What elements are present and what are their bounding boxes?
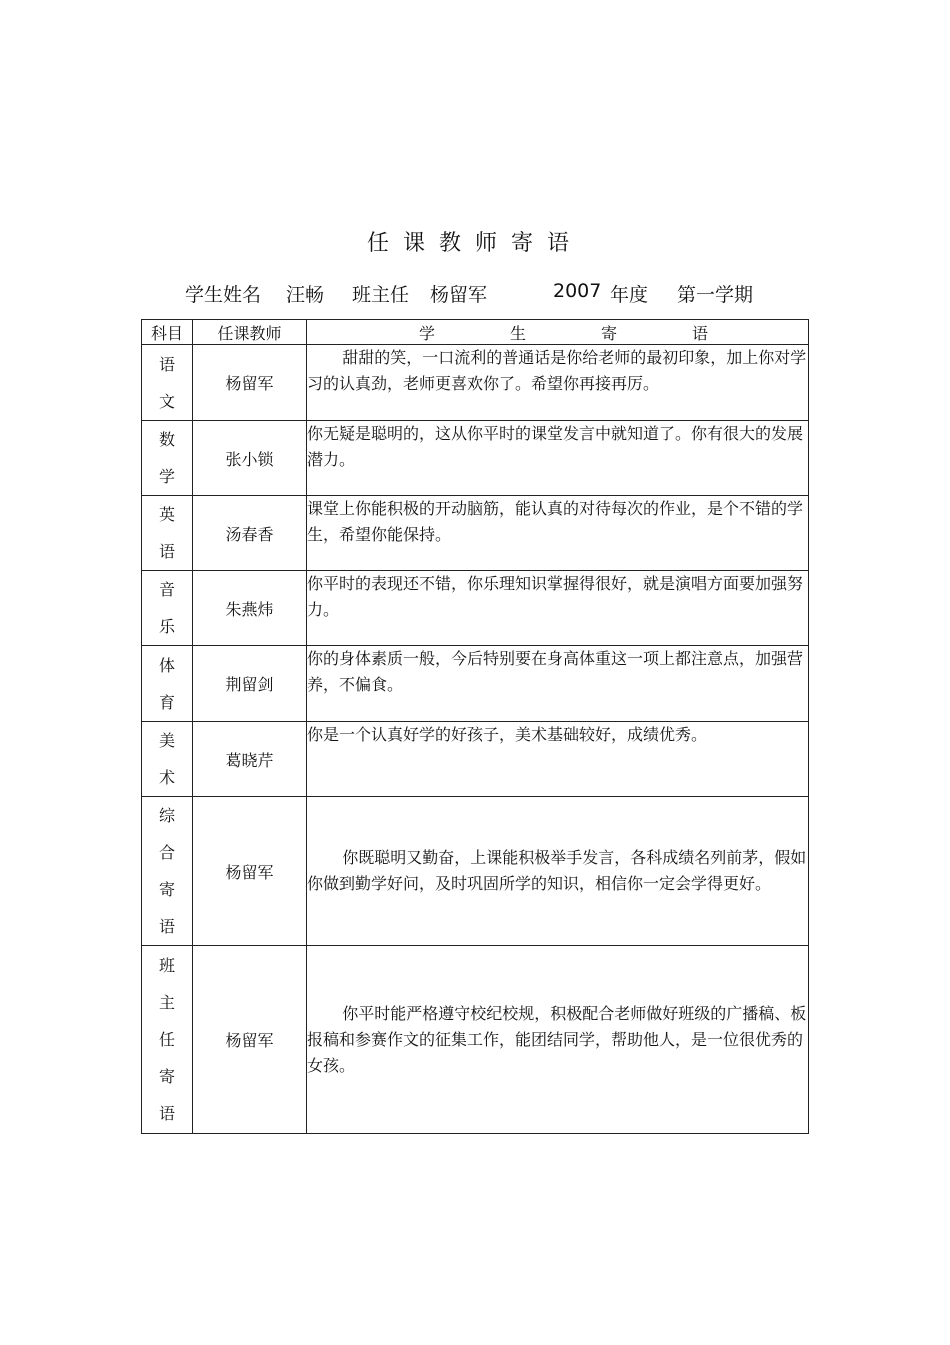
table-header-row [142, 320, 809, 345]
student-info-line [0, 280, 950, 306]
header-subject: 科目 [142, 320, 193, 345]
subject-cell [142, 345, 193, 421]
subject-cell [142, 421, 193, 496]
subject-char: 美 [158, 731, 175, 750]
teacher-cell: 杨留军 [193, 345, 307, 421]
comment-text: 你无疑是聪明的，这从你平时的课堂发言中就知道了。你有很大的发展潜力。 [307, 424, 804, 469]
comment-text: 甜甜的笑，一口流利的普通话是你给老师的最初印象，加上你对学习的认真劲，老师更喜欢你了。希望你再接再厉。 [307, 348, 807, 393]
comment-cell [307, 421, 809, 496]
teacher-cell: 张小锁 [193, 421, 307, 496]
teacher-cell: 杨留军 [193, 797, 307, 946]
head-teacher-name: 杨留军 [430, 284, 488, 306]
head-teacher-label: 班主任 [352, 284, 410, 306]
subject-char: 语 [158, 354, 175, 374]
comment-text: 课堂上你能积极的开动脑筋，能认真的对待每次的作业，是个不错的学生，希望你能保持。 [307, 499, 804, 544]
teacher-comments-table [141, 319, 809, 1134]
table-row [142, 946, 809, 1134]
subject-char: 音 [158, 580, 175, 599]
header-teacher: 任课教师 [193, 320, 307, 345]
subject-char: 学 [158, 467, 175, 486]
subject-cell [142, 496, 193, 571]
header-comment-char: 语 [691, 323, 708, 343]
table-row [142, 496, 809, 571]
table-row [142, 722, 809, 797]
subject-cell [142, 646, 193, 722]
comment-text: 你是一个认真好学的好孩子，美术基础较好，成绩优秀。 [307, 725, 708, 744]
subject-char: 主 [158, 993, 175, 1012]
subject-cell [142, 797, 193, 946]
comment-text: 你平时的表现还不错，你乐理知识掌握得很好，就是演唱方面要加强努力。 [307, 574, 804, 619]
teacher-cell: 汤春香 [193, 496, 307, 571]
table-row [142, 345, 809, 421]
subject-char: 语 [158, 917, 175, 936]
subject-cell [142, 722, 193, 797]
subject-char: 术 [158, 768, 175, 787]
comment-cell [307, 496, 809, 571]
table-row [142, 646, 809, 722]
table-row [142, 797, 809, 946]
comment-cell [307, 345, 809, 421]
subject-char: 班 [158, 956, 175, 975]
comment-cell [307, 571, 809, 646]
teacher-cell: 杨留军 [193, 946, 307, 1134]
subject-char: 寄 [158, 1067, 175, 1086]
page-title: 任课教师寄语 [366, 231, 583, 256]
subject-char: 数 [158, 430, 175, 449]
header-comment-char: 学 [419, 323, 436, 343]
subject-char: 语 [158, 542, 175, 561]
subject-char: 综 [158, 806, 175, 825]
table-row [142, 421, 809, 496]
teacher-cell: 葛晓芹 [193, 722, 307, 797]
subject-char: 育 [158, 692, 175, 712]
subject-cell [142, 946, 193, 1134]
comment-cell [307, 646, 809, 722]
header-comment [307, 320, 809, 345]
subject-char: 英 [158, 505, 175, 524]
comment-cell [307, 946, 809, 1134]
comment-cell [307, 797, 809, 946]
subject-char: 体 [158, 655, 175, 675]
comment-text: 你的身体素质一般，今后特别要在身高体重这一项上都注意点，加强营养，不偏食。 [307, 649, 804, 694]
subject-char: 文 [158, 391, 175, 411]
subject-cell [142, 571, 193, 646]
comment-text: 你平时能严格遵守校纪校规，积极配合老师做好班级的广播稿、板报稿和参赛作文的征集工作，能团结同学，帮助他人，是一位很优秀的女孩。 [307, 1003, 807, 1075]
teacher-cell: 朱燕炜 [193, 571, 307, 646]
subject-char: 乐 [158, 617, 175, 636]
school-year: 2007 [553, 280, 602, 302]
table-row [142, 571, 809, 646]
header-comment-char: 寄 [600, 323, 617, 343]
subject-char: 合 [158, 843, 175, 862]
teacher-cell: 荆留剑 [193, 646, 307, 722]
student-name: 汪畅 [286, 284, 325, 306]
subject-char: 寄 [158, 880, 175, 899]
year-suffix: 年度 [610, 284, 649, 306]
semester: 第一学期 [677, 284, 754, 306]
comment-cell [307, 722, 809, 797]
header-comment-char: 生 [509, 323, 526, 343]
subject-char: 任 [158, 1030, 175, 1049]
comment-text: 你既聪明又勤奋，上课能积极举手发言，各科成绩名列前茅，假如你做到勤学好问，及时巩固所学的知识，相信你一定会学得更好。 [307, 848, 807, 893]
student-label: 学生姓名 [185, 284, 262, 306]
subject-char: 语 [158, 1104, 175, 1123]
